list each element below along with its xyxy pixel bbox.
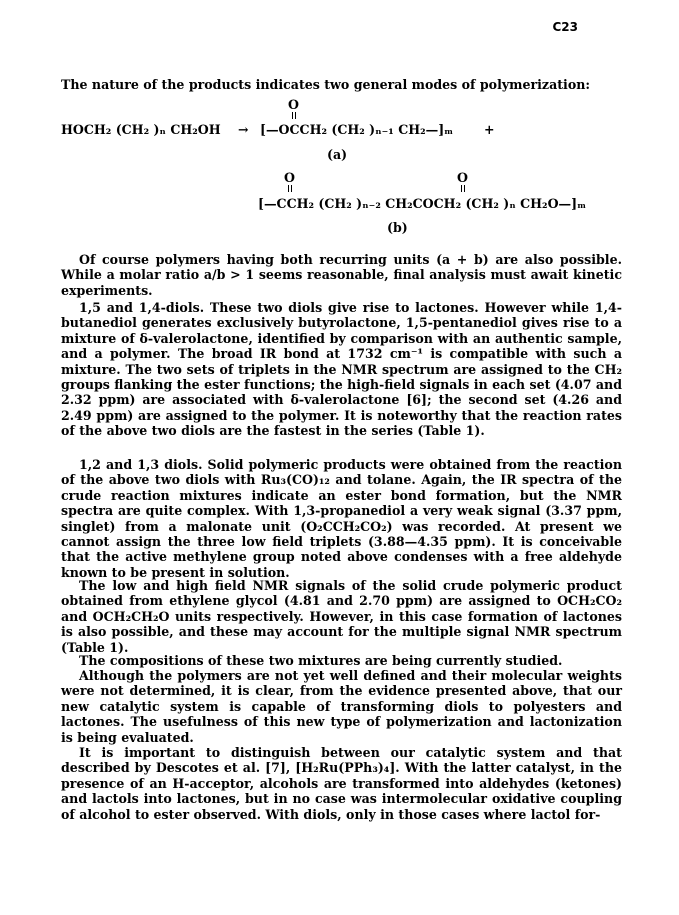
carbonyl-oxygen-a: O (288, 97, 299, 112)
label-b: (b) (387, 220, 408, 235)
paragraph-4: The low and high field NMR signals of the solid crude polymeric product obtained from ethylene glycol (4.81 and 2.70 ppm) are assigned to OCH₂CO₂ and OCH₂CH₂O units respectively. However, in this case formation of lactones is also possible, and these may account for the multiple signal NMR spectrum (Table 1). (61, 578, 622, 655)
double-bond-b1 (288, 185, 292, 192)
paragraph-2: 1,5 and 1,4-diols. These two diols give rise to lactones. However while 1,4-butanediol generates exclusively butyrolactone, 1,5-pentanediol gives rise to a mixture of δ-valerolactone, identified by comparison with an authentic sample, and a polymer. The broad IR bond at 1732 cm⁻¹ is compatible with such a mixture. The two sets of triplets in the NMR spectrum are assigned to the CH₂ groups flanking the ester functions; the high-field signals in each set (4.07 and 2.32 ppm) are associated with δ-valerolactone [6]; the second set (4.26 and 2.49 ppm) are assigned to the polymer. It is noteworthy that the reaction rates of the above two diols are the fastest in the series (Table 1). (61, 300, 622, 439)
paragraph-7: It is important to distinguish between our catalytic system and that described by Descotes et al. [7], [H₂Ru(PPh₃)₄]. With the latter catalyst, in the presence of an H-acceptor, alcohols are transformed into aldehydes (ketones) and lactols into lactones, but in no case was intermolecular oxidative coupling of alcohol to ester observed. With diols, only in those cases where lactol for- (61, 745, 622, 822)
reaction-arrow: → (238, 122, 249, 137)
reactant-diol: HOCH₂ (CH₂ )ₙ CH₂OH (61, 122, 221, 137)
plus-sign: + (484, 122, 495, 137)
product-b: [—CCH₂ (CH₂ )ₙ₋₂ CH₂COCH₂ (CH₂ )ₙ CH₂O—]ₘ (258, 196, 587, 211)
double-bond-b2 (461, 185, 465, 192)
paragraph-3: 1,2 and 1,3 diols. Solid polymeric products were obtained from the reaction of the above two diols with Ru₃(CO)₁₂ and tolane. Again, the IR spectra of the crude reaction mixtures indicate an ester bond formation, but the NMR spectra are quite complex. With 1,3-propanediol a very weak signal (3.37 ppm, singlet) from a malonate unit (O₂CCH₂CO₂) was recorded. At present we cannot assign the three low field triplets (3.88—4.35 ppm). It is conceivable that the active methylene group noted above condenses with a free aldehyde known to be present in solution. (61, 457, 622, 580)
paragraph-1: Of course polymers having both recurring units (a + b) are also possible. While a molar ratio a/b > 1 seems reasonable, final analysis must await kinetic experiments. (61, 252, 622, 298)
intro-text: The nature of the products indicates two general modes of polymerization: (61, 77, 591, 92)
paragraph-5: The compositions of these two mixtures are being currently studied. (79, 653, 563, 668)
paragraph-6: Although the polymers are not yet well defined and their molecular weights were not determined, it is clear, from the evidence presented above, that our new catalytic system is capable of transforming diols to polyesters and lactones. The usefulness of this new type of polymerization and lactonization is being evaluated. (61, 668, 622, 745)
product-a: [—OCCH₂ (CH₂ )ₙ₋₁ CH₂—]ₘ (260, 122, 454, 137)
label-a: (a) (327, 147, 348, 162)
carbonyl-oxygen-b2: O (457, 170, 468, 185)
double-bond-a (292, 112, 296, 119)
carbonyl-oxygen-b1: O (284, 170, 295, 185)
page-number: C23 (552, 20, 578, 34)
